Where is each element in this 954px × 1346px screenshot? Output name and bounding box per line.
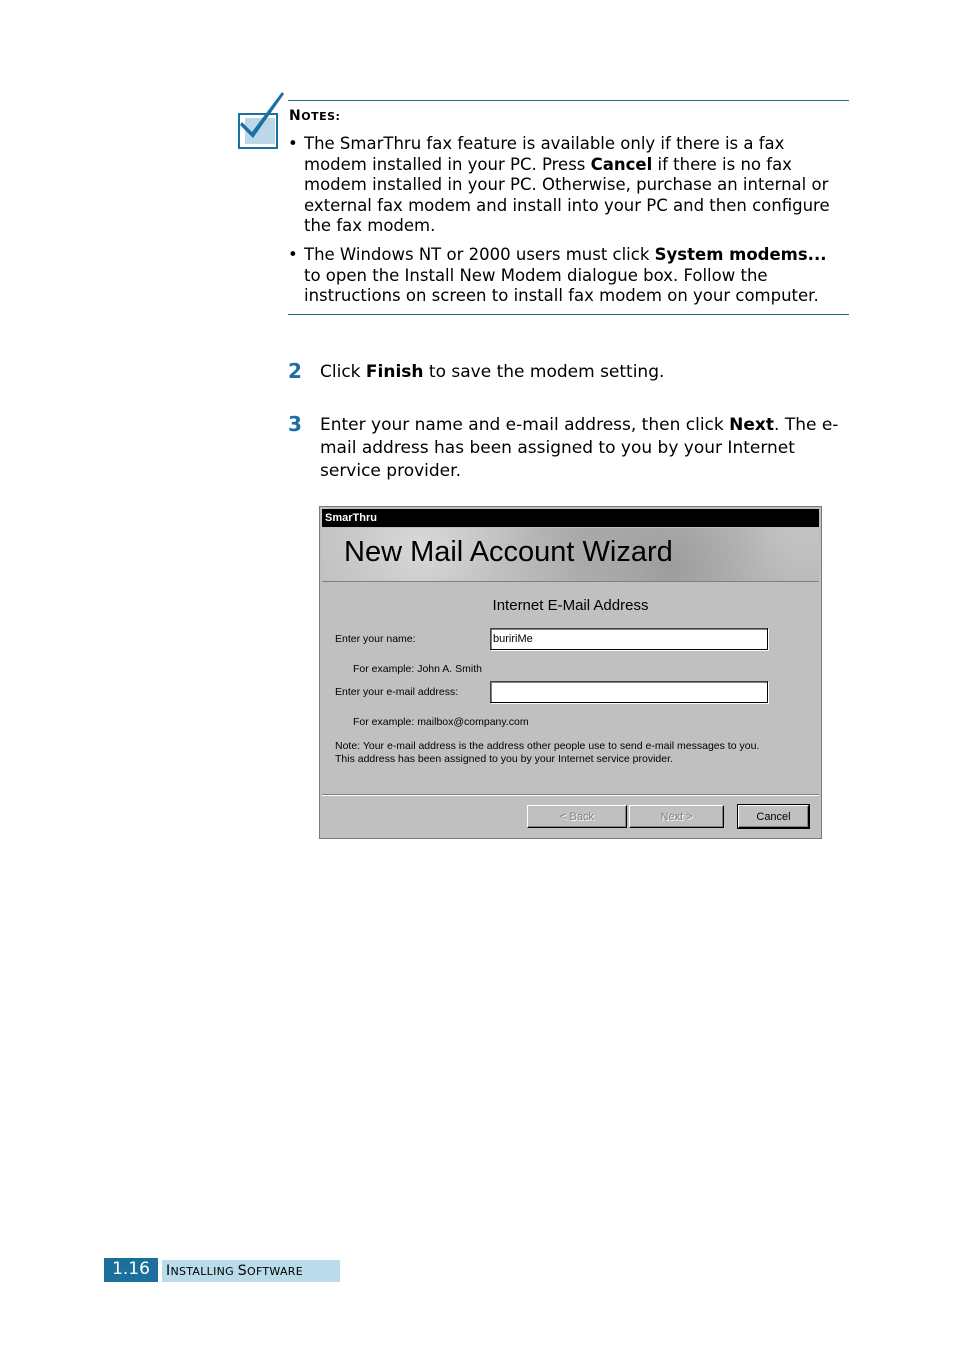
email-example: For example: mailbox@company.com xyxy=(353,716,529,728)
step-2-text: Click Finish to save the modem setting. xyxy=(320,362,665,382)
email-input[interactable] xyxy=(490,681,768,703)
checkmark-notepad-icon xyxy=(236,88,288,152)
page-number: 1.16 xyxy=(104,1258,158,1282)
back-button[interactable]: < Back xyxy=(527,805,627,828)
notes-title: NOTES: xyxy=(289,108,341,124)
dialog-note: Note: Your e-mail address is the address other people use to send e-mail messages to you. This address has been assigned to you by your Internet service provider. xyxy=(335,740,760,765)
step-3-text: Enter your name and e-mail address, then click Next. The e-mail address has been assigned to you by your Internet service provider. xyxy=(320,415,839,481)
notes-top-rule xyxy=(288,100,849,101)
wizard-banner xyxy=(322,528,819,582)
step-number-3: 3 xyxy=(288,412,302,436)
section-name: INSTALLING SOFTWARE xyxy=(162,1260,340,1282)
wizard-banner-title: New Mail Account Wizard xyxy=(344,536,673,568)
bullet-dot: • xyxy=(288,134,298,153)
bullet-dot: • xyxy=(288,245,298,264)
email-label: Enter your e-mail address: xyxy=(335,686,459,698)
note-bullet-2: • The Windows NT or 2000 users must click System modems... to open the Install New Modem dialogue box. Follow the instructions on screen to install fax modem on your computer. xyxy=(288,245,827,305)
button-separator xyxy=(322,794,819,796)
step-number-2: 2 xyxy=(288,359,302,383)
new-mail-account-wizard-dialog xyxy=(319,506,822,839)
next-button[interactable]: Next > xyxy=(629,805,724,828)
cancel-button[interactable]: Cancel xyxy=(738,805,809,828)
dialog-titlebar: SmarThru xyxy=(322,509,819,527)
name-input[interactable] xyxy=(490,628,768,650)
name-example: For example: John A. Smith xyxy=(353,663,482,675)
note-bullet-1: • The SmarThru fax feature is available only if there is a fax modem installed in your PC. Press Cancel if there is no fax modem installed in your PC. Otherwise, purchase an internal or external fax modem and install into your PC and then configure the fax modem. xyxy=(288,134,830,235)
notes-bottom-rule xyxy=(288,314,849,315)
section-title: Internet E-Mail Address xyxy=(492,597,649,614)
name-label: Enter your name: xyxy=(335,633,416,645)
